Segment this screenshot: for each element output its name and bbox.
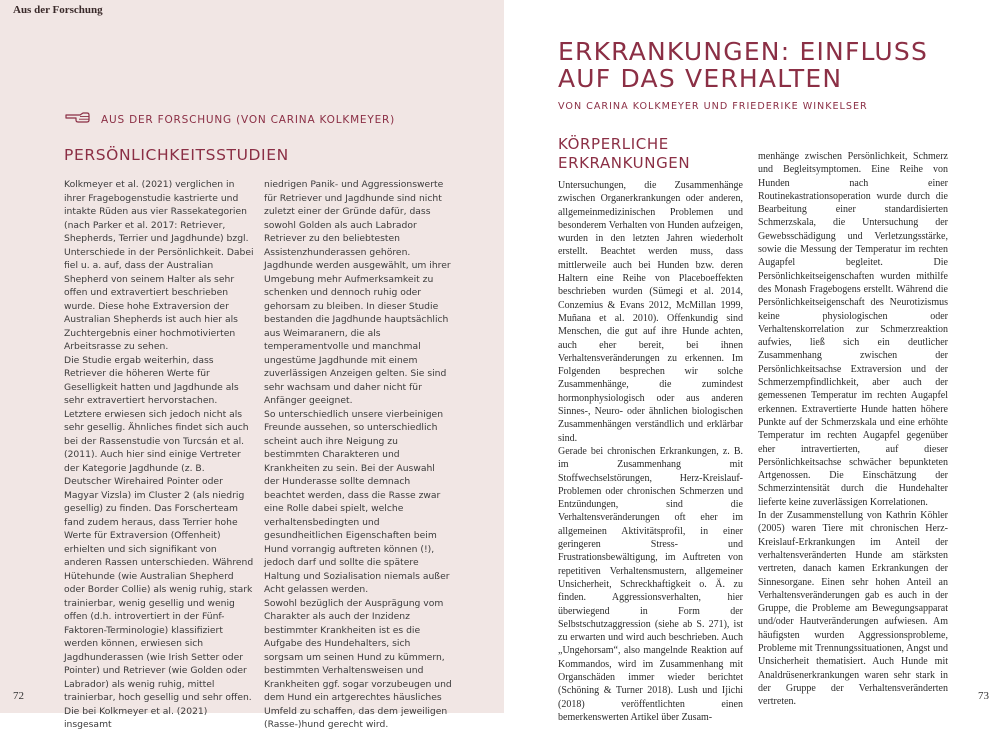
right-column-1 bbox=[558, 179, 743, 724]
paragraph: menhänge zwischen Persönlichkeit, Schmerz und Begleitsymptomen. Eine Reihe von Hunden nach einer Routinekastrationsoperation wurde durch die Bearbeitung einer standardisierten Schmerzskala, die Untersuchung der Gewebsschädigung und Verletzungsstärke, sowie die Messung der Temperatur im rechten Augapfel begleitet. Die Persönlichkeitseigenschaften wurden mithilfe des Monash Fragebogens erstellt. Während die Persönlichkeitseigenschaft des Neurotizismus keine physiologischen oder Verhaltenskorrelation zur Schmerzreaktion aufwies, ließ sich ein deutlicher Zusammenhang zwischen der Persönlichkeitsachse Extraversion und der Schmerzempfindlichkeit, aber auch der gemessenen Temperatur im rechten Augapfel erkennen. Extravertierte Hunde hatten höhere Punkte auf der Schmerzskala und eine erhöhte Temperatur im rechten Augapfel gegenüber eher intravertierten, auf dieser Persönlichkeitsachse schwächer bepunkteten Artgenossen. Die Einschätzung der Schmerzintensität durch die Hundehalter lieferte keine zuverlässigen Korrelationen. bbox=[758, 151, 948, 508]
paragraph: Untersuchungen, die Zusammenhänge zwischen Organerkrankungen oder anderen, allgemeinmedizinischen Problemen und besonderem Verhalten von Hunden aufzeigen, wurden in den letzten Jahren wiederholt erstellt. Beachtet werden muss, dass mittlerweile auch bei Hunden bzw. deren Haltern eine Reihe von Placeboeffekten beschrieben wurden (Sümegi et al. 2014, Conzemius & Evans 2012, McMillan 1999, Muñana et al. 2010). Offenkundig sind Menschen, die gut auf ihre Hunde achten, auch eher bereit, bei ihnen Verhaltensveränderungen zu erkennen. Im Folgenden besprechen wir solche Zusammenhänge, die zumindest hormonphysiologisch oder aus anderen Sinnes-, Neuro- oder ähnlichen biologischen Zusammenhängen verständlich und erklärbar sind. bbox=[558, 180, 743, 444]
subheading-persoenlichkeitsstudien: PERSÖNLICHKEITSSTUDIEN bbox=[64, 146, 289, 164]
chapter-title: ERKRANKUNGEN: EINFLUSS AUF DAS VERHALTEN bbox=[558, 37, 929, 93]
subheading-koerperliche-erkrankungen: KÖRPERLICHE ERKRANKUNGEN bbox=[558, 135, 691, 172]
chapter-authors: VON CARINA KOLKMEYER UND FRIEDERIKE WINKELSER bbox=[558, 101, 868, 112]
section-heading bbox=[65, 110, 395, 129]
section-title: AUS DER FORSCHUNG (VON CARINA KOLKMEYER) bbox=[101, 113, 396, 126]
running-head: Aus der Forschung bbox=[13, 4, 103, 16]
paragraph: So unterschiedlich unsere vierbeinigen Freunde aussehen, so unterschiedlich scheint auch ihre Neigung zu bestimmten Charakteren und Krankheiten zu sein. Bei der Auswahl der Hunderasse sollte demnach beachtet werden, dass die Rasse zwar eine Rolle dabei spielt, welche verhaltensbedingten und gesundheitlichen Eigenschaften beim Hund vorrangig auftreten können (!), jedoch darf und sollte die spätere Haltung und Sozialisation niemals außer Acht gelassen werden. bbox=[264, 408, 450, 595]
left-column-2 bbox=[264, 178, 452, 732]
paragraph: niedrigen Panik- und Aggressionswerte für Retriever und Jagdhunde sind nicht zuletzt einer der Gründe dafür, dass sowohl Golden als auch Labrador Retriever zu den beliebtesten Assistenzhunderassen gehören. Jagdhunde werden ausgewählt, um ihrer Umgebung mehr Aufmerksamkeit zu schenken und dennoch ruhig oder gehorsam zu bleiben. In dieser Studie bestanden die Jagdhunde hauptsächlich aus Weimaranern, die als temperamentvolle und manchmal ungestüme Jagdhunde mit einem zuverlässigen Anzeigen gelten. Sie sind sehr wachsam und daher nicht für Anfänger geeignet. bbox=[264, 179, 451, 406]
pointing-hand-icon bbox=[65, 110, 93, 129]
page-number-right: 73 bbox=[978, 690, 989, 702]
paragraph: Die Studie ergab weiterhin, dass Retriever die höheren Werte für Geselligkeit hatten und Jagdhunde als sehr extravertiert hervorstachen. Letztere erwiesen sich jedoch nicht als sehr gesellig. Ähnliches findet sich auch bei der Rassenstudie von Turcsán et al. (2011). Auch hier sind einige Vertreter der Kategorie Jagdhunde (z. B. Deutscher Wirehaired Pointer oder Magyar Vizsla) im Cluster 2 (als niedrig gesellig) zu finden. Das Forscherteam fand zudem heraus, dass Terrier hohe Werte für Extraversion (Offenheit) erhielten und sich signifikant von anderen Rassen unterschieden. Während Hütehunde (wie Australian Shepherd oder Border Collie) als wenig ruhig, stark trainierbar, wenig gesellig und wenig offen (d.h. introvertiert in der Fünf-Faktoren-Terminologie) klassifiziert werden können, erwiesen sich Jagdhunderassen (wie Irish Setter oder Pointer) und Retriever (wie Golden oder Labrador) als wenig ruhig, mittel trainierbar, hoch gesellig und sehr offen. Die bei Kolkmeyer et al. (2021) insgesamt bbox=[64, 354, 254, 730]
left-column-1 bbox=[64, 178, 254, 732]
paragraph: Sowohl bezüglich der Ausprägung vom Charakter als auch der Inzidenz bestimmter Krankheiten ist es die Aufgabe des Hundehalters, sich sorgsam um seinen Hund zu kümmern, bestimmten Verhaltensweisen und Krankheiten ggf. sogar vorzubeugen und dem Hund ein artgerechtes häusliches Umfeld zu schaffen, das dem jeweiligen (Rasse-)hund gerecht wird. bbox=[264, 597, 452, 730]
paragraph: In der Zusammenstellung von Kathrin Köhler (2005) waren Tiere mit chronischen Herz-Kreislauf-Erkrankungen im Anteil der verhaltensveränderten Hunde am stärksten vertreten, danach kamen Erkrankungen der Sinnesorgane. Einen sehr hohen Anteil an Verhaltensveränderungen gab es auch in der Gruppe, die Probleme am Bewegungsapparat und/oder Hautveränderungen aufwiesen. Am häufigsten wurden Aggressionsprobleme, Probleme mit Trennungssituationen, Angst und Unsicherheit thematisiert. Auch Hunde mit Analdrüsenerkrankungen waren sehr stark in der Gruppe der Verhaltensveränderten vertreten. bbox=[758, 510, 948, 708]
paragraph: Kolkmeyer et al. (2021) verglichen in ihrer Fragebogenstudie kastrierte und intakte Rüden aus vier Rassekategorien (nach Parker et al. 2017: Retriever, Shepherds, Terrier und Jagdhunde) bzgl. Unterschiede in der Persönlichkeit. Dabei fiel u. a. auf, dass der Australian Shepherd von seinem Halter als sehr offen und extravertiert beschrieben wurde. Diese hohe Extraversion der Australian Shepherds ist auch hier als Zuchtergebnis einer hochmotivierten Arbeitsrasse zu sehen. bbox=[64, 179, 254, 352]
right-column-2 bbox=[758, 150, 948, 708]
left-page bbox=[0, 0, 504, 730]
paragraph: Gerade bei chronischen Erkrankungen, z. B. im Zusammenhang mit Stoffwechselstörungen, Herz-Kreislauf-Problemen oder chronischen Schmerzen und Entzündungen, sind die Verhaltensveränderungen oft eher im allgemeinen Aktivitätsprofil, in einer geringeren Stress- und Frustrationsbewältigung, im Auftreten von repetitiven Verhaltensmustern, allgemeiner Unsicherheit, Schreckhaftigkeit o. Ä. zu finden. Aggressionsverhalten, hier überwiegend in Form der Selbstschutzaggression (siehe ab S. 271), ist zu erwarten und wird auch beschrieben. Auch „Ungehorsam“, also mangelnde Reaktion auf Kommandos, wird im Zusammenhang mit Organschäden immer wieder berichtet (Schöning & Turner 2018). Lush und Ijichi (2018) veröffentlichten einen bemerkenswerten Artikel über Zusam- bbox=[558, 445, 743, 723]
page-number-left: 72 bbox=[13, 690, 24, 702]
